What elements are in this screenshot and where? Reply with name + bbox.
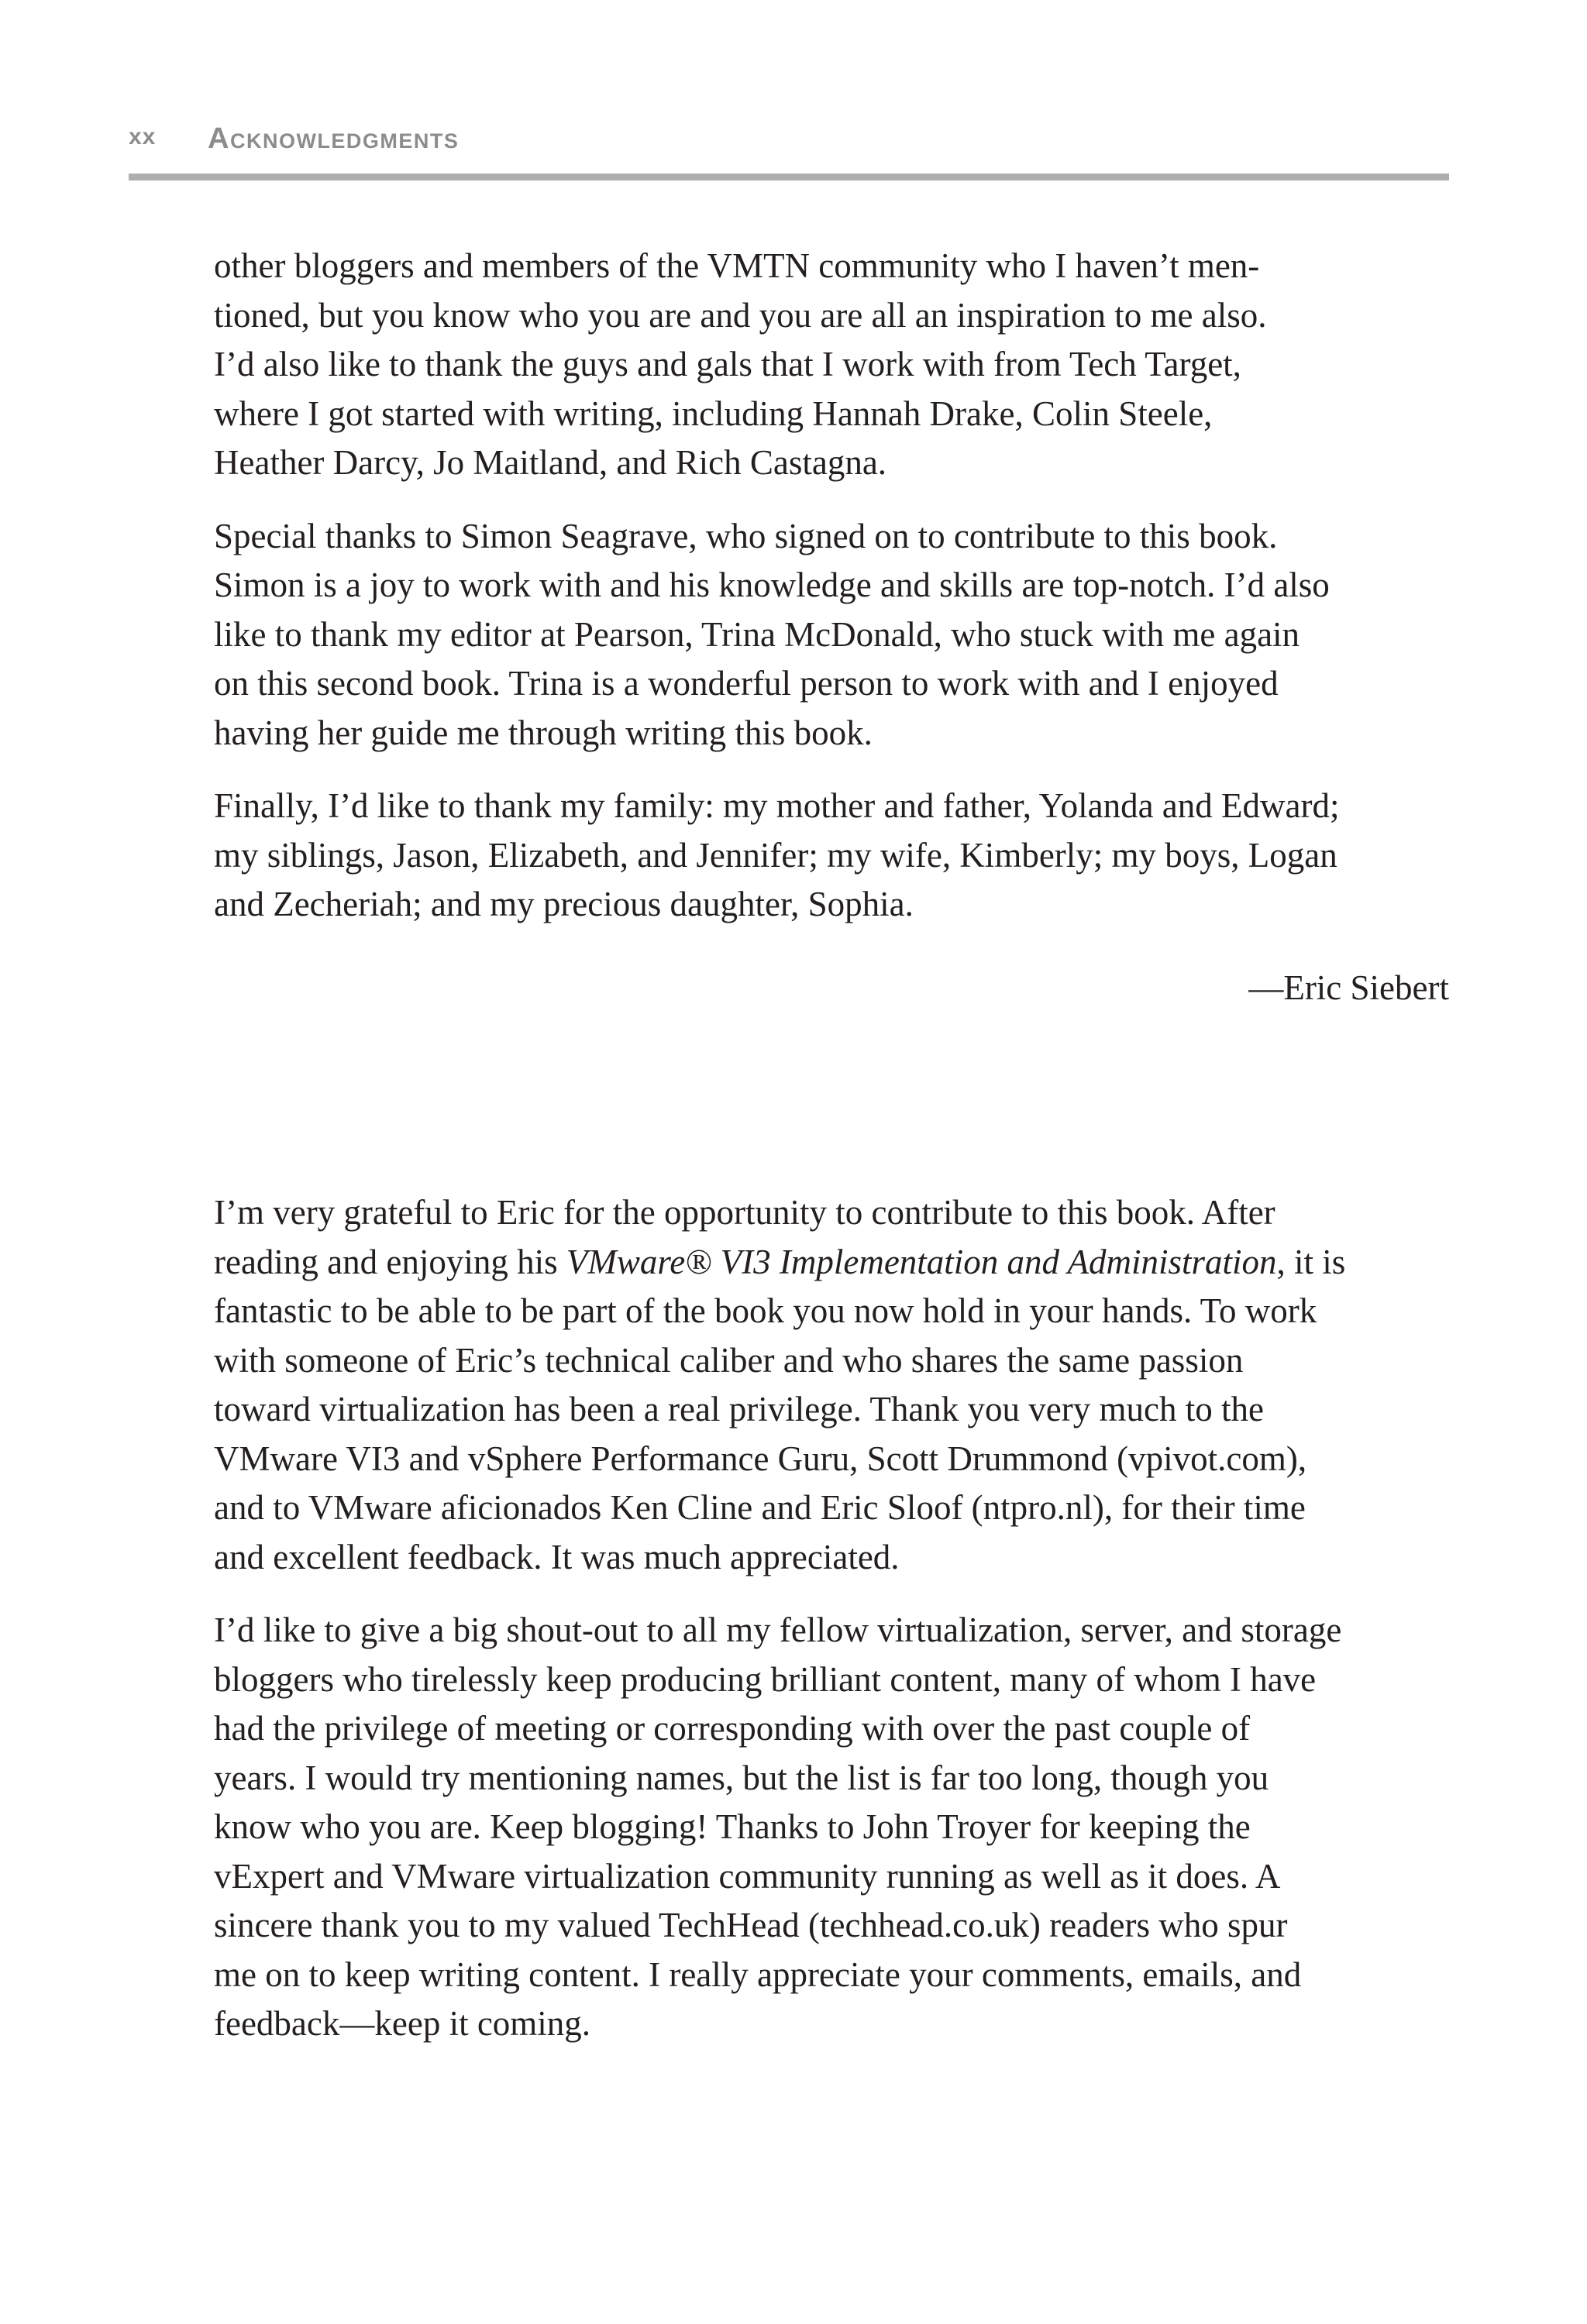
running-head bbox=[129, 122, 1449, 160]
paragraph: other bloggers and members of the VMTN community who I haven’t men- tioned, but you know who you are and you are all an inspiration to me also. I’d also like to thank the guys and gals that I work with from Tech Target, where I got started with writing, including Hannah Drake, Colin Steele, Heather Darcy, Jo Maitland, and Rich Castagna. bbox=[214, 246, 1267, 482]
paragraph bbox=[214, 1188, 1454, 1582]
paragraph-text: , it is fantastic to be able to be part of the book you now hold in your hands. To work with someone of Eric’s technical caliber and who shares the same passion toward virtualization has been a real privilege. Thank you very much to the VMware VI3 and vSphere Performance Guru, Scott Drummond (vpivot.com), and to VMware aficionados Ken Cline and Eric Sloof (ntpro.nl), for their time and excellent feedback. It was much appreciated. bbox=[214, 1242, 1346, 1576]
signature: —Eric Siebert bbox=[1248, 968, 1449, 1007]
simon-acknowledgments bbox=[214, 1188, 1454, 2073]
paragraph: Special thanks to Simon Seagrave, who signed on to contribute to this book. Simon is a joy to work with and his knowledge and skills are top-notch. I’d also like to thank my editor at Pearson, Trina McDonald, who stuck with me again on this second book. Trina is a wonderful person to work with and I enjoyed having her guide me through writing this book. bbox=[214, 516, 1330, 752]
paragraph: I’d like to give a big shout-out to all my fellow virtualization, server, and storage bloggers who tirelessly keep producing brilliant content, many of whom I have had the privilege of meeting or corresponding with over the past couple of years. I would try mentioning names, but the list is far too long, though you know who you are. Keep blogging! Thanks to John Troyer for keeping the vExpert and VMware virtualization community running as well as it does. A sincere thank you to my valued TechHead (techhead.co.uk) readers who spur me on to keep writing content. I really appreciate your comments, emails, and feedback—keep it coming. bbox=[214, 1611, 1342, 2043]
page-number: xx bbox=[129, 124, 157, 150]
header-rule bbox=[129, 174, 1449, 180]
paragraph: Finally, I’d like to thank my family: my mother and father, Yolanda and Edward; my siblings, Jason, Elizabeth, and Jennifer; my wife, Kimberly; my boys, Logan and Zecheriah; and my precious daughter, Sophia. bbox=[214, 786, 1340, 923]
eric-acknowledgments bbox=[214, 242, 1454, 954]
book-title: VMware® VI3 Implementation and Administration bbox=[566, 1242, 1277, 1281]
paragraph-text: I’m very grateful to Eric for the opportunity to contribute to this book. After reading and enjoying his bbox=[214, 1193, 1275, 1281]
section-title: Acknowledgments bbox=[208, 122, 460, 155]
